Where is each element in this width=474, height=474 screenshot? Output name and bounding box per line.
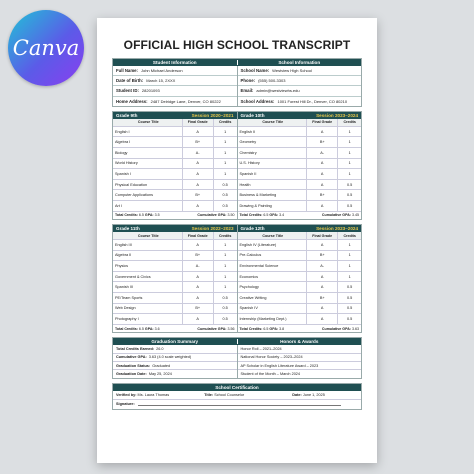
course-credits: 1 — [337, 240, 361, 250]
course-title: Health — [239, 182, 251, 187]
verified-by-label: Verified by: — [116, 393, 137, 397]
year-totals — [113, 325, 237, 333]
graduation-honors-section — [112, 337, 362, 379]
course-title: Physical Education — [115, 182, 148, 187]
gpa-value: 3.6 — [154, 326, 160, 331]
gpa-value: 3.5 — [154, 213, 160, 218]
school-info-heading: School Information — [237, 60, 362, 65]
course-title: Photography I — [115, 316, 139, 321]
course-credits: 0.5 — [337, 201, 361, 211]
course-title: Spanish III — [115, 285, 133, 290]
cumulative-gpa-label: Cumulative GPA: — [197, 326, 227, 331]
student-info-value: 28201093 — [141, 88, 160, 94]
grade-year-header — [113, 225, 237, 232]
graduation-summary-column — [113, 345, 237, 378]
course-row — [238, 282, 362, 293]
cumulative-gpa-value: 3.50 — [227, 213, 235, 218]
course-credits: 1 — [213, 137, 237, 147]
course-credits: 1 — [213, 261, 237, 271]
course-row — [113, 148, 237, 159]
course-grade: A — [182, 314, 213, 324]
honors-column — [237, 345, 362, 378]
title-value: School Counselor — [214, 393, 245, 397]
grades-9-10-section — [112, 111, 362, 220]
course-title-header: Course Title — [137, 120, 159, 125]
course-row — [113, 137, 237, 148]
course-row — [113, 180, 237, 191]
course-title: English IV (Literature) — [239, 242, 277, 247]
grade-year-header — [238, 112, 362, 119]
course-title: Web Design — [115, 306, 136, 311]
course-grade: B+ — [306, 293, 337, 303]
credits-header: Credits — [337, 119, 361, 126]
course-grade: A — [182, 240, 213, 250]
course-credits: 0.5 — [337, 304, 361, 314]
course-table-header — [113, 232, 237, 240]
course-title-header: Course Title — [262, 233, 284, 238]
course-title: Economics — [239, 274, 259, 279]
student-info-row — [113, 66, 237, 76]
course-grade: A — [306, 304, 337, 314]
course-grade: B+ — [306, 190, 337, 200]
cumulative-gpa-value: 3.63 — [352, 326, 359, 331]
course-row — [238, 240, 362, 251]
course-grade: A — [306, 127, 337, 137]
course-credits: 1 — [213, 148, 237, 158]
certification-heading: School Certification — [215, 384, 259, 390]
signature-line — [138, 402, 341, 406]
course-title: U.S. History — [239, 161, 260, 166]
course-credits: 1 — [337, 127, 361, 137]
student-info-value: John Michael Anderson — [140, 68, 183, 74]
graduation-label: Cumulative GPA: — [116, 355, 147, 360]
title-label: Title: — [204, 393, 214, 397]
course-row — [238, 127, 362, 138]
honors-row — [238, 354, 362, 362]
course-grade: A- — [182, 261, 213, 271]
course-grade: A — [306, 159, 337, 169]
graduation-row — [113, 362, 237, 370]
school-info-value: Westview High School — [272, 68, 312, 74]
gpa-label: GPA: — [144, 213, 154, 218]
cumulative-gpa-label: Cumulative GPA: — [321, 326, 351, 331]
date-value: June 1, 2025 — [302, 393, 325, 397]
school-info-row — [238, 86, 362, 96]
course-title: Business & Marketing — [239, 193, 277, 198]
course-title: Biology — [115, 150, 128, 155]
total-credits-value: 6.5 — [138, 213, 144, 218]
course-credits: 0.5 — [213, 190, 237, 200]
course-row — [113, 314, 237, 325]
course-credits: 1 — [337, 148, 361, 158]
course-row — [238, 201, 362, 212]
graduation-value: May 25, 2024 — [148, 372, 172, 377]
school-info-value: (555) 500-3303 — [258, 78, 286, 84]
course-row — [113, 240, 237, 251]
course-row — [238, 190, 362, 201]
student-info-value: March 15, 2XXX — [146, 78, 176, 84]
year-totals — [113, 212, 237, 220]
course-title: Algebra I — [115, 140, 131, 145]
student-info-label: Date of Birth: — [116, 78, 144, 84]
course-grade: A — [306, 180, 337, 190]
student-info-label: Full Name: — [116, 68, 138, 74]
school-info-row — [238, 76, 362, 86]
course-grade: B+ — [182, 251, 213, 261]
total-credits-value: 6.5 — [263, 213, 269, 218]
final-grade-header: Final Grade — [306, 119, 337, 126]
course-row — [238, 251, 362, 262]
student-info-row — [113, 86, 237, 96]
course-row — [238, 293, 362, 304]
graduation-row — [113, 370, 237, 377]
course-title: Government & Civics — [115, 274, 151, 279]
gpa-value: 3.4 — [279, 213, 285, 218]
credits-header: Credits — [213, 232, 237, 239]
course-title: Creative Writing — [239, 295, 267, 300]
course-credits: 0.5 — [213, 201, 237, 211]
course-title: Internship (Marketing Dept.) — [239, 316, 287, 321]
cumulative-gpa-value: 3.45 — [352, 213, 359, 218]
course-row — [113, 169, 237, 180]
course-grade: A — [306, 272, 337, 282]
course-title: Environmental Science — [239, 263, 279, 268]
signature-label: Signature: — [116, 402, 135, 407]
course-grade: A — [306, 282, 337, 292]
course-credits: 0.5 — [213, 314, 237, 324]
student-info-row — [113, 97, 237, 106]
course-credits: 1 — [213, 159, 237, 169]
gpa-label: GPA: — [144, 326, 154, 331]
course-row — [113, 304, 237, 315]
school-info-value: admin@westviewhs.edu — [256, 88, 300, 94]
course-grade: A — [182, 169, 213, 179]
cumulative-gpa-label: Cumulative GPA: — [197, 213, 227, 218]
gpa-label: GPA: — [269, 326, 279, 331]
transcript-page — [97, 18, 377, 463]
course-title: Algebra II — [115, 253, 132, 258]
course-row — [113, 251, 237, 262]
course-grade: A — [182, 180, 213, 190]
course-credits: 1 — [213, 272, 237, 282]
graduation-value: 3.63 (4.0 scale weighted) — [148, 355, 192, 360]
course-row — [113, 293, 237, 304]
course-row — [238, 180, 362, 191]
course-title: Spanish I — [115, 171, 131, 176]
total-credits-label: Total Credits: — [115, 213, 138, 218]
session-label: Session 2023–2024 — [316, 112, 358, 118]
grade-label: Grade 9th — [116, 112, 138, 118]
document-title: OFFICIAL HIGH SCHOOL TRANSCRIPT — [123, 38, 351, 52]
honors-value: AP Scholar in English Literature Award – 2023 — [240, 363, 319, 368]
course-title: Psychology — [239, 285, 259, 290]
course-title: Chemistry — [239, 150, 257, 155]
grade-year-block — [237, 225, 362, 332]
grade-year-header — [113, 112, 237, 119]
date-label: Date: — [292, 393, 302, 397]
final-grade-header: Final Grade — [182, 119, 213, 126]
year-totals — [238, 212, 362, 220]
school-info-label: School Address: — [240, 98, 275, 104]
course-grade: B+ — [182, 190, 213, 200]
total-credits-label: Total Credits: — [239, 326, 263, 331]
school-info-row — [238, 66, 362, 76]
course-table-header — [238, 119, 362, 127]
honors-value: Honor Roll – 2021–2024 — [240, 346, 282, 351]
course-title: English III — [115, 242, 132, 247]
course-credits: 1 — [337, 169, 361, 179]
course-title: English II — [239, 129, 256, 134]
course-grade: A- — [182, 148, 213, 158]
total-credits-value: 6.5 — [138, 326, 144, 331]
course-grade: A — [182, 159, 213, 169]
total-credits-label: Total Credits: — [115, 326, 138, 331]
graduation-label: Total Credits Earned: — [116, 346, 155, 351]
grade-year-block — [237, 112, 362, 219]
course-title: PE/Team Sports — [115, 295, 143, 300]
honors-row — [238, 362, 362, 370]
honors-value: Student of the Month – March 2024 — [240, 372, 301, 377]
cumulative-gpa-label: Cumulative GPA: — [321, 213, 351, 218]
course-title: World History — [115, 161, 138, 166]
school-info-label: School Name: — [240, 68, 270, 74]
course-credits: 1 — [337, 272, 361, 282]
graduation-label: Graduation Status: — [116, 363, 151, 368]
school-info-label: Phone: — [240, 78, 256, 84]
final-grade-header: Final Grade — [306, 232, 337, 239]
course-credits: 1 — [337, 159, 361, 169]
gpa-value: 3.8 — [279, 326, 285, 331]
course-title: English I — [115, 129, 130, 134]
course-grade: A — [182, 272, 213, 282]
course-row — [113, 190, 237, 201]
session-label: Session 2022–2023 — [191, 226, 234, 231]
course-row — [238, 272, 362, 283]
course-grade: A — [182, 282, 213, 292]
graduation-row — [113, 345, 237, 353]
grade-year-block — [113, 225, 237, 332]
course-grade: A — [306, 201, 337, 211]
course-credits: 1 — [337, 137, 361, 147]
course-credits: 0.5 — [337, 314, 361, 324]
course-credits: 1 — [337, 261, 361, 271]
grade-label: Grade 11th — [116, 226, 140, 231]
course-row — [238, 148, 362, 159]
course-credits: 1 — [213, 282, 237, 292]
course-row — [113, 201, 237, 212]
course-row — [113, 261, 237, 272]
course-title-header: Course Title — [262, 120, 284, 125]
course-title-header: Course Title — [137, 233, 159, 238]
grade-year-header — [238, 225, 362, 232]
course-row — [238, 159, 362, 170]
session-label: Session 2023–2024 — [316, 226, 358, 231]
course-row — [113, 127, 237, 138]
school-info-row — [238, 97, 362, 106]
honors-value: National Honor Society – 2023–2024 — [240, 355, 303, 360]
course-title: Geometry — [239, 140, 257, 145]
course-title: Physics — [115, 263, 129, 268]
course-title: Computer Applications — [115, 193, 153, 198]
course-credits: 1 — [213, 251, 237, 261]
graduation-row — [113, 354, 237, 362]
course-grade: A — [306, 240, 337, 250]
course-grade: A — [306, 314, 337, 324]
credits-header: Credits — [213, 119, 237, 126]
course-grade: A — [182, 201, 213, 211]
course-credits: 1 — [337, 251, 361, 261]
honors-row — [238, 370, 362, 377]
course-grade: B+ — [306, 137, 337, 147]
student-info-value: 2487 Delridge Lane, Denver, CO 80222 — [150, 98, 221, 104]
graduation-summary-heading: Graduation Summary — [151, 339, 199, 345]
school-info-label: Email: — [240, 88, 254, 94]
course-table-header — [238, 232, 362, 240]
verified-by-value: Ms. Laura Thomas — [137, 393, 170, 397]
course-credits: 0.5 — [337, 180, 361, 190]
course-row — [238, 169, 362, 180]
certification-section — [112, 383, 362, 410]
course-grade: B+ — [182, 304, 213, 314]
student-info-label: Home Address: — [116, 98, 148, 104]
honors-heading: Honors & Awards — [237, 339, 362, 344]
school-info-column — [237, 66, 362, 106]
course-credits: 1 — [213, 240, 237, 250]
total-credits-value: 6.5 — [263, 326, 269, 331]
year-totals — [238, 325, 362, 333]
course-credits: 0.5 — [213, 180, 237, 190]
session-label: Session 2020–2021 — [191, 112, 234, 118]
course-grade: A — [182, 293, 213, 303]
grade-label: Grade 12th — [240, 226, 265, 231]
course-grade: A- — [306, 261, 337, 271]
course-credits: 0.5 — [337, 190, 361, 200]
course-grade: A — [182, 127, 213, 137]
cumulative-gpa-value: 3.56 — [227, 326, 235, 331]
course-row — [113, 272, 237, 283]
course-grade: A- — [306, 148, 337, 158]
final-grade-header: Final Grade — [182, 232, 213, 239]
gpa-label: GPA: — [269, 213, 279, 218]
graduation-label: Graduation Date: — [116, 372, 147, 377]
course-credits: 1 — [213, 169, 237, 179]
credits-header: Credits — [337, 232, 361, 239]
course-credits: 0.5 — [337, 282, 361, 292]
course-title: Pre-Calculus — [239, 253, 262, 258]
student-info-column — [113, 66, 237, 106]
course-title: Spanish II — [239, 171, 257, 176]
student-info-heading: Student Information — [152, 60, 197, 65]
course-row — [238, 314, 362, 325]
grade-year-block — [113, 112, 237, 219]
info-section — [112, 58, 362, 107]
course-title: Spanish IV — [239, 306, 258, 311]
course-row — [238, 304, 362, 315]
course-credits: 0.5 — [213, 304, 237, 314]
course-grade: B+ — [306, 251, 337, 261]
school-info-value: 1001 Forest Hill Dr., Denver, CO 80210 — [277, 98, 348, 104]
course-credits: 1 — [213, 127, 237, 137]
course-title: Drawing & Painting — [239, 203, 272, 208]
course-credits: 0.5 — [213, 293, 237, 303]
canva-logo-text: Canva — [12, 36, 80, 60]
course-title: Art I — [115, 203, 122, 208]
graduation-value: Graduated — [152, 363, 171, 368]
total-credits-label: Total Credits: — [239, 213, 263, 218]
student-info-row — [113, 76, 237, 86]
course-row — [113, 159, 237, 170]
canva-logo-badge — [8, 10, 84, 86]
course-credits: 0.5 — [337, 293, 361, 303]
course-row — [113, 282, 237, 293]
student-info-label: Student ID: — [116, 88, 139, 94]
course-grade: B+ — [182, 137, 213, 147]
graduation-value: 26.0 — [156, 346, 164, 351]
course-table-header — [113, 119, 237, 127]
grade-label: Grade 10th — [240, 112, 265, 118]
course-row — [238, 261, 362, 272]
course-grade: A — [306, 169, 337, 179]
course-row — [238, 137, 362, 148]
honors-row — [238, 345, 362, 353]
grades-11-12-section — [112, 224, 362, 333]
